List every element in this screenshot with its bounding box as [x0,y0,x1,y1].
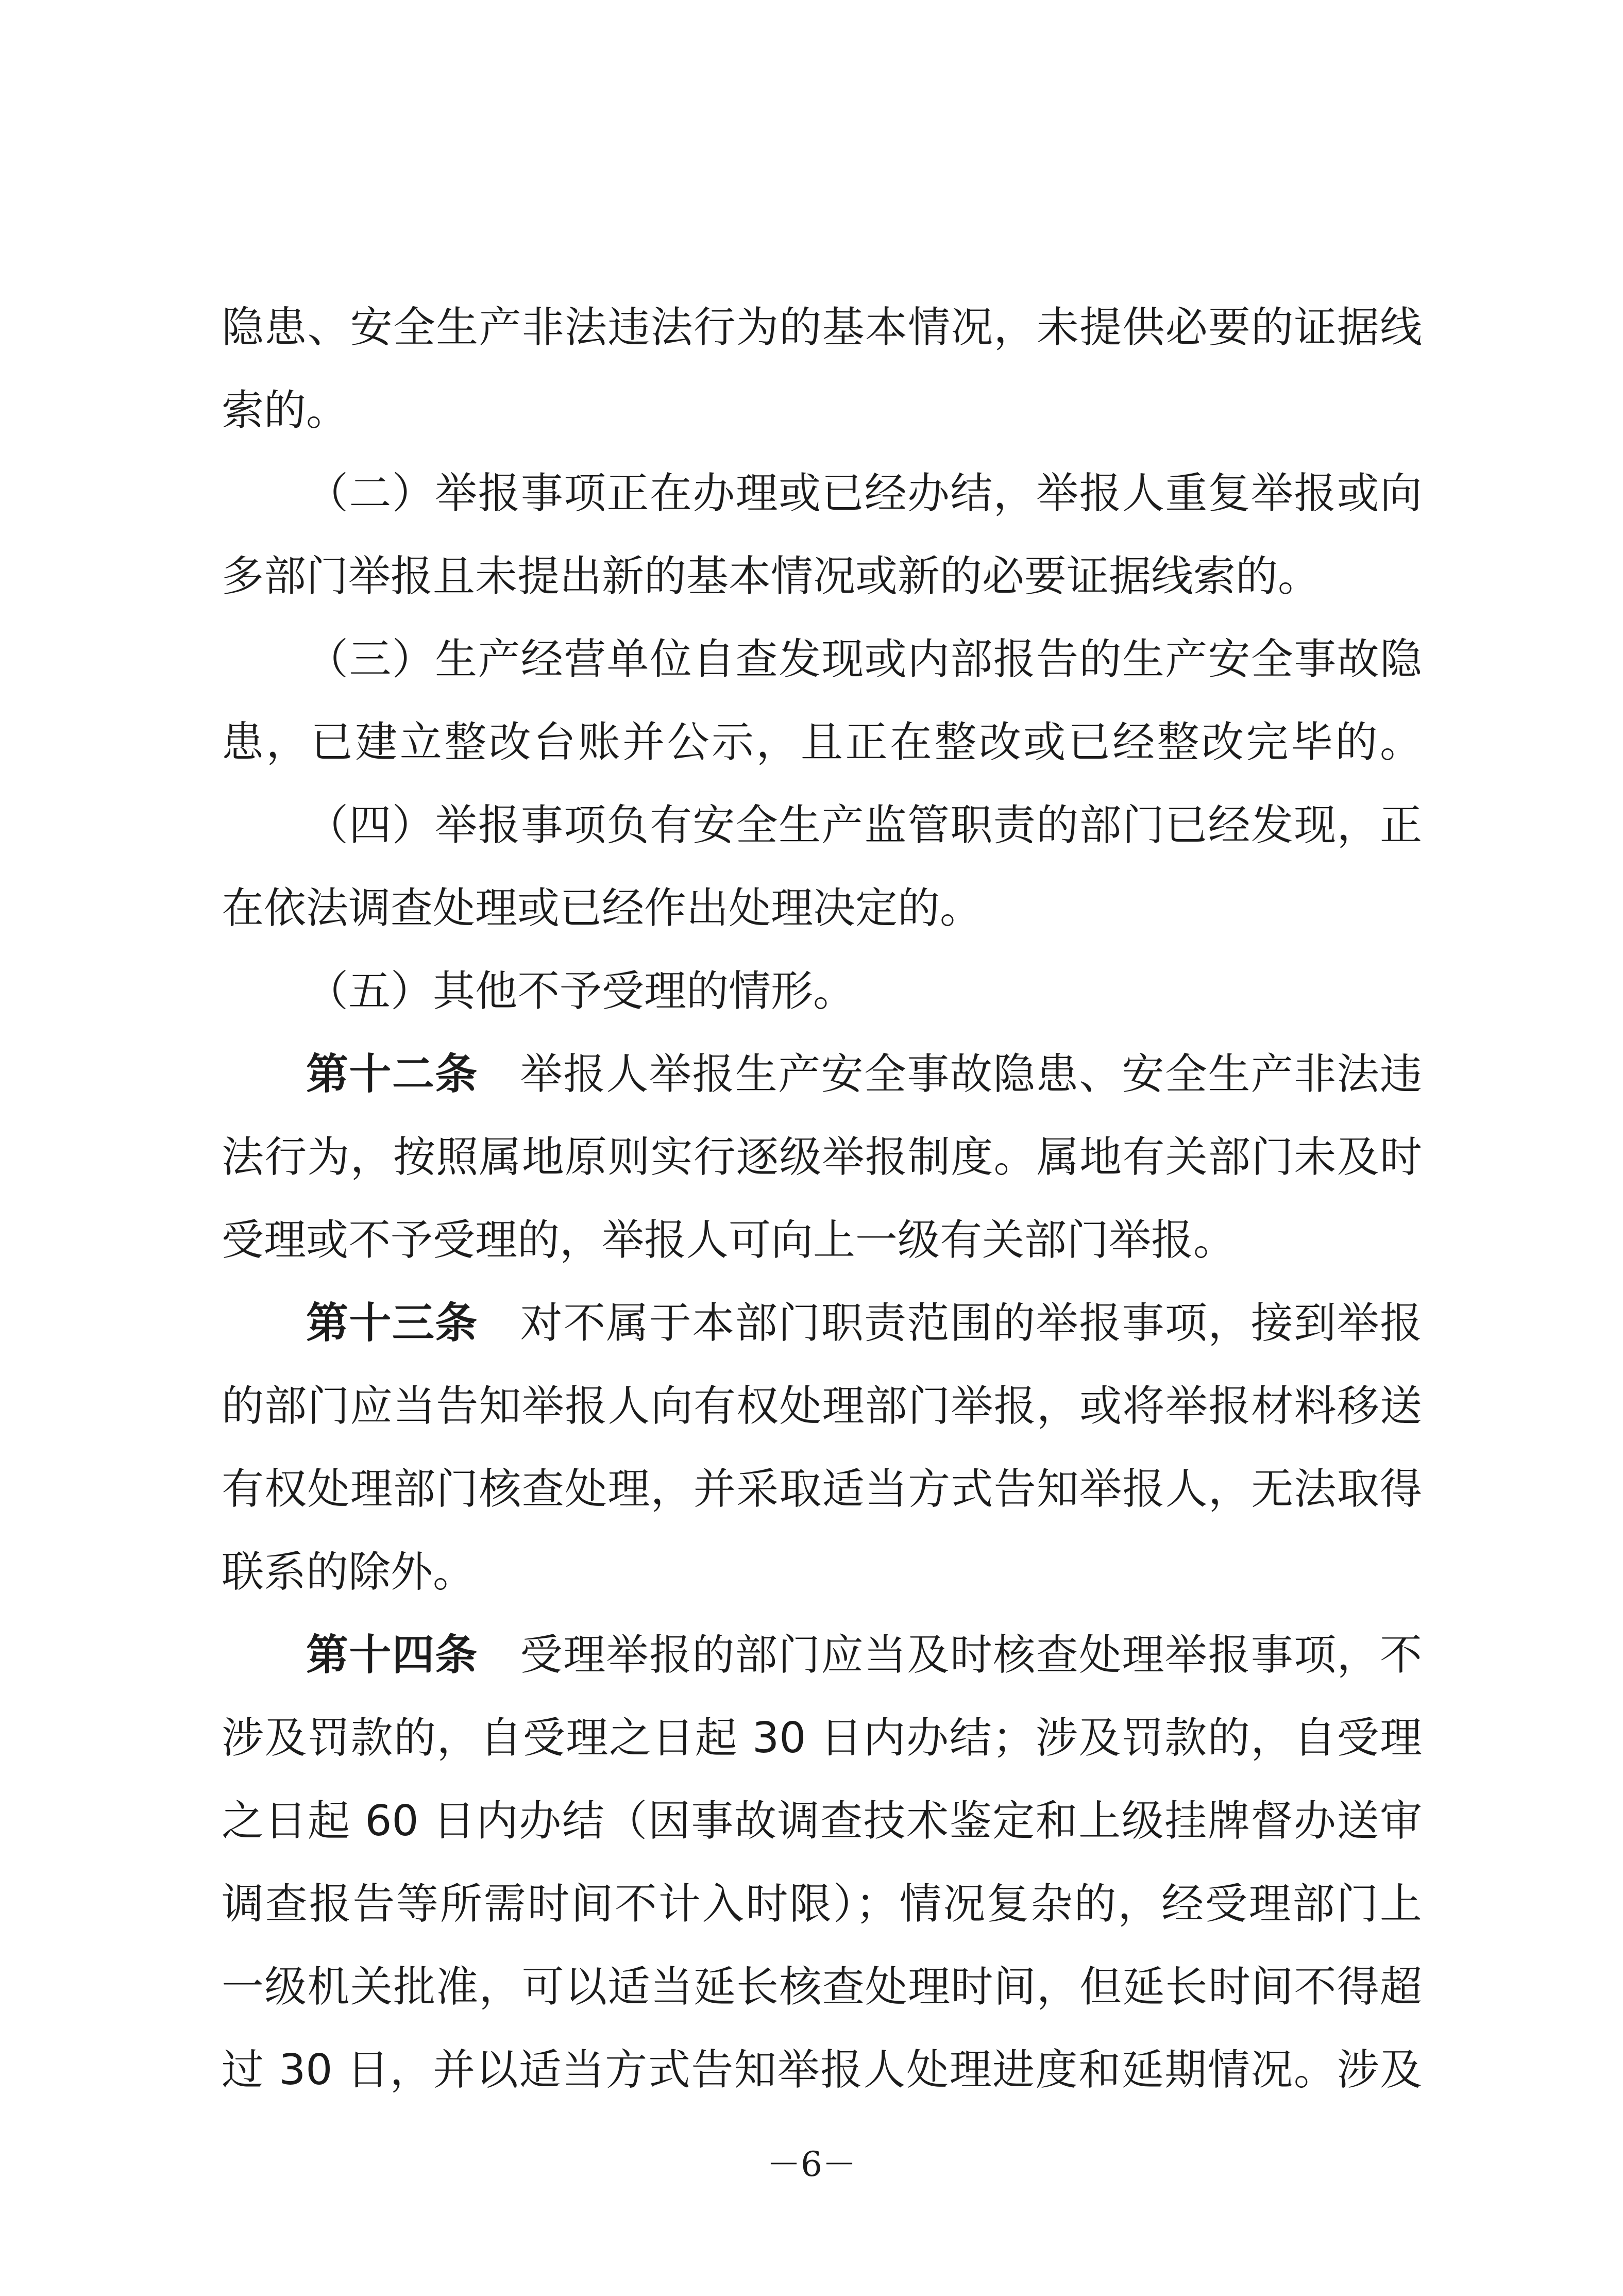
article-13-text: 对不属于本部门职责范围的举报事项，接到举报 [520,1299,1422,1348]
text-line: 索的。 [222,386,349,435]
text-line: 之日起 60 日内办结（因事故调查技术鉴定和上级挂牌督办送审 [222,1797,1422,1846]
article-14-first-line [222,1614,1422,1697]
text-line: 受理或不予受理的，举报人可向上一级有关部门举报。 [222,1216,1236,1265]
article-14-heading: 第十四条 [306,1631,478,1680]
text-line: 有权处理部门核查处理，并采取适当方式告知举报人，无法取得 [222,1465,1422,1514]
article-13-heading: 第十三条 [306,1299,478,1348]
item-5-line: （五）其他不予受理的情形。 [306,967,856,1016]
text-line: 过 30 日，并以适当方式告知举报人处理进度和延期情况。涉及 [222,2046,1422,2094]
article-13-first-line [222,1282,1422,1365]
document-body [222,286,1422,2111]
text-line: 调查报告等所需时间不计入时限）；情况复杂的，经受理部门上 [222,1880,1422,1929]
article-14-text: 受理举报的部门应当及时核查处理举报事项，不 [520,1631,1422,1680]
text-line: 法行为，按照属地原则实行逐级举报制度。属地有关部门未及时 [222,1133,1422,1182]
article-12-text: 举报人举报生产安全事故隐患、安全生产非法违 [520,1050,1422,1099]
text-line: 联系的除外。 [222,1548,476,1597]
item-4-line: （四）举报事项负有安全生产监管职责的部门已经发现，正 [306,801,1422,850]
item-2-line: （二）举报事项正在办理或已经办结，举报人重复举报或向 [306,469,1422,518]
text-line: 涉及罚款的，自受理之日起 30 日内办结；涉及罚款的，自受理 [222,1714,1422,1763]
text-line: 在依法调查处理或已经作出处理决定的。 [222,884,983,933]
text-line: 的部门应当告知举报人向有权处理部门举报，或将举报材料移送 [222,1382,1422,1431]
text-line: 患，已建立整改台账并公示，且正在整改或已经整改完毕的。 [222,718,1422,767]
item-3-line: （三）生产经营单位自查发现或内部报告的生产安全事故隐 [306,635,1422,684]
text-line: 一级机关批准，可以适当延长核查处理时间，但延长时间不得超 [222,1963,1422,2012]
page-number: －6－ [767,2144,856,2184]
article-12-heading: 第十二条 [306,1050,478,1099]
text-line: 多部门举报且未提出新的基本情况或新的必要证据线索的。 [222,552,1321,601]
text-line: 隐患、安全生产非法违法行为的基本情况，未提供必要的证据线 [222,303,1422,352]
article-12-first-line [222,1033,1422,1116]
